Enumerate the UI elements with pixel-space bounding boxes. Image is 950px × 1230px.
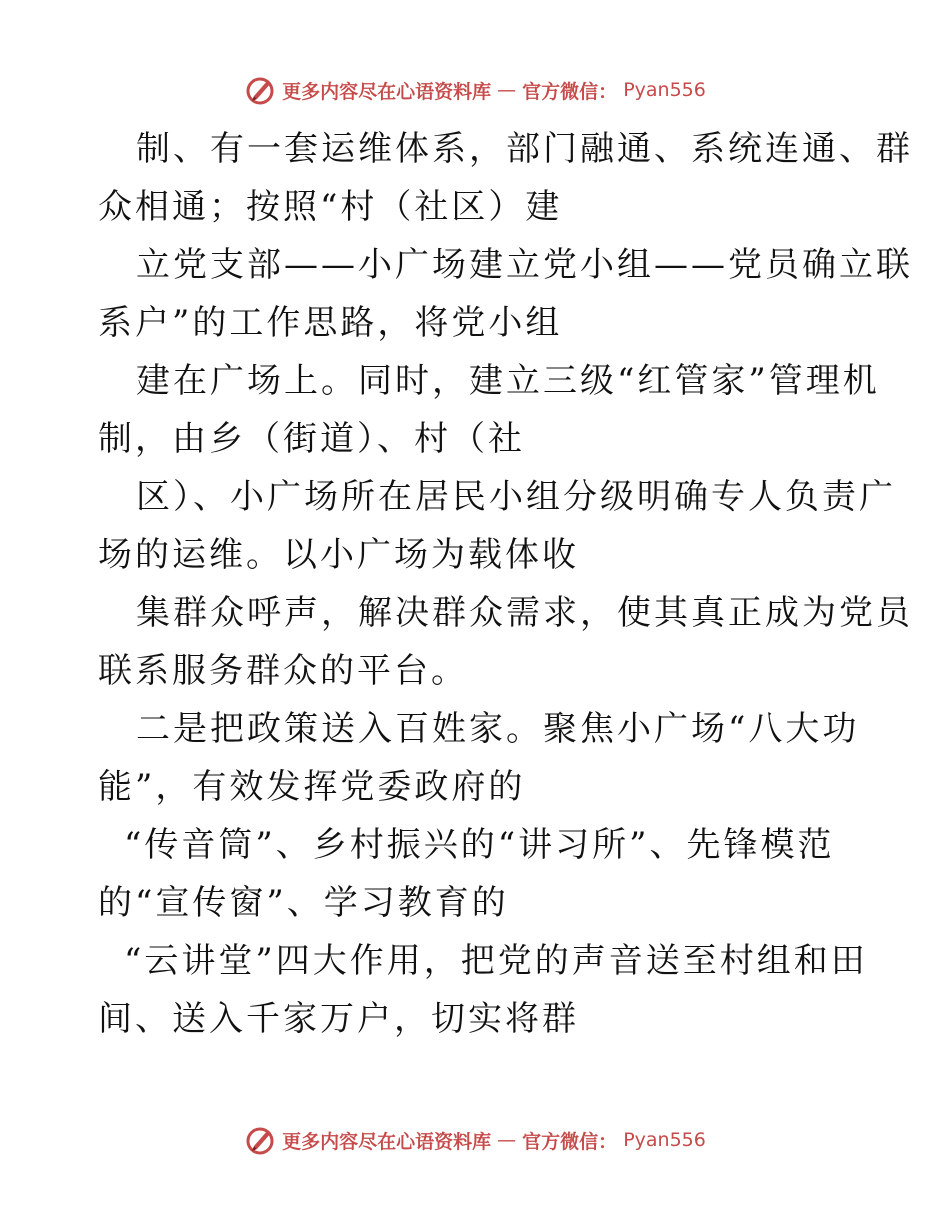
text-line: 建在广场上。同时，建立三级“红管家”管理机 — [136, 361, 880, 401]
watermark-label: 官方微信： — [522, 80, 618, 103]
watermark-dash: — — [497, 1129, 517, 1151]
text-line: 联系服务群众的平台。 — [98, 651, 468, 691]
paragraph — [98, 352, 880, 468]
text-line: 能”，有效发挥党委政府的 — [98, 767, 526, 807]
watermark-label: 官方微信： — [522, 1130, 618, 1153]
paragraph — [98, 816, 858, 932]
text-line: 系户”的工作思路，将党小组 — [98, 303, 563, 343]
pen-logo-icon — [244, 74, 276, 106]
text-line: 二是把政策送入百姓家。聚焦小广场“八大功 — [136, 709, 860, 749]
watermark-dash: — — [497, 79, 517, 101]
text-line: 众相通；按照“村（社区）建 — [98, 187, 563, 227]
text-line: 制，由乡（街道）、村（社 — [98, 419, 525, 459]
footer-watermark — [0, 1124, 950, 1156]
text-line: 集群众呼声，解决群众需求，使其真正成为党员 — [136, 593, 913, 633]
text-line: 间、送入千家万户，切实将群 — [98, 999, 579, 1039]
paragraph — [98, 932, 868, 1048]
paragraph — [98, 468, 896, 584]
paragraph — [98, 700, 858, 816]
text-line: 场的运维。以小广场为载体收 — [98, 535, 579, 575]
paragraph — [98, 120, 913, 236]
text-line: 制、有一套运维体系，部门融通、系统连通、群 — [136, 129, 913, 169]
watermark-text: 更多内容尽在心语资料库 — [282, 80, 492, 103]
pen-logo-icon — [244, 1124, 276, 1156]
text-line: 区）、小广场所在居民小组分级明确专人负责广 — [136, 477, 896, 517]
document-body — [98, 120, 913, 1048]
watermark-id: Pyan556 — [623, 79, 706, 101]
watermark-text: 更多内容尽在心语资料库 — [282, 1130, 492, 1153]
text-line: “传音筒”、乡村振兴的“讲习所”、先锋模范 — [124, 825, 835, 865]
text-line: 立党支部——小广场建立党小组——党员确立联 — [136, 245, 913, 285]
header-watermark — [0, 74, 950, 106]
text-line: 的“宣传窗”、学习教育的 — [98, 883, 509, 923]
watermark-id: Pyan556 — [623, 1129, 706, 1151]
paragraph — [98, 584, 913, 700]
paragraph — [98, 236, 913, 352]
text-line: “云讲堂”四大作用，把党的声音送至村组和田 — [124, 941, 868, 981]
